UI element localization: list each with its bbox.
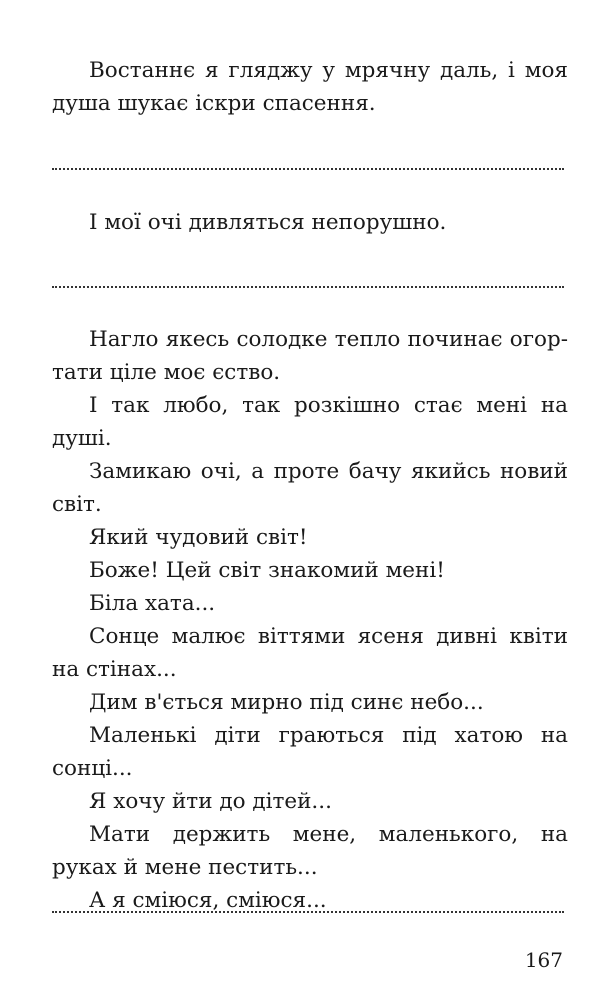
dotted-separator — [52, 168, 564, 170]
paragraph: Я хочу йти до дітей... — [89, 789, 332, 814]
dotted-separator — [52, 911, 564, 913]
paragraph: Дим в'ється мирно під синє небо... — [89, 690, 484, 715]
paragraph: Мати держить мене, маленького, на руках й мене пестить... — [52, 822, 568, 880]
section-2 — [52, 206, 568, 239]
paragraph: І так любо, так розкішно стає мені на душі. — [52, 393, 568, 451]
section-3 — [52, 323, 568, 917]
paragraph: Який чудовий світ! — [89, 525, 308, 550]
page-number: 167 — [524, 948, 563, 972]
paragraph: Маленькі діти граються під хатою на сонці... — [52, 723, 568, 781]
dotted-separator — [52, 286, 564, 288]
paragraph: І мої очі дивляться непорушно. — [89, 210, 447, 235]
paragraph: Сонце малює віттями ясеня дивні квіти на стінах... — [52, 624, 568, 682]
paragraph: Біла хата... — [89, 591, 216, 616]
paragraph: Нагло якесь солодке тепло починає огортати ціле моє єство. — [52, 327, 568, 385]
paragraph: Боже! Цей світ знакомий мені! — [89, 558, 445, 583]
paragraph: А я сміюся, сміюся... — [89, 888, 327, 913]
section-1 — [52, 54, 568, 120]
paragraph: Замикаю очі, а проте бачу якийсь новий світ. — [52, 459, 568, 517]
paragraph: Востаннє я гляджу у мрячну даль, і моя душа шукає іскри спасення. — [52, 58, 568, 116]
